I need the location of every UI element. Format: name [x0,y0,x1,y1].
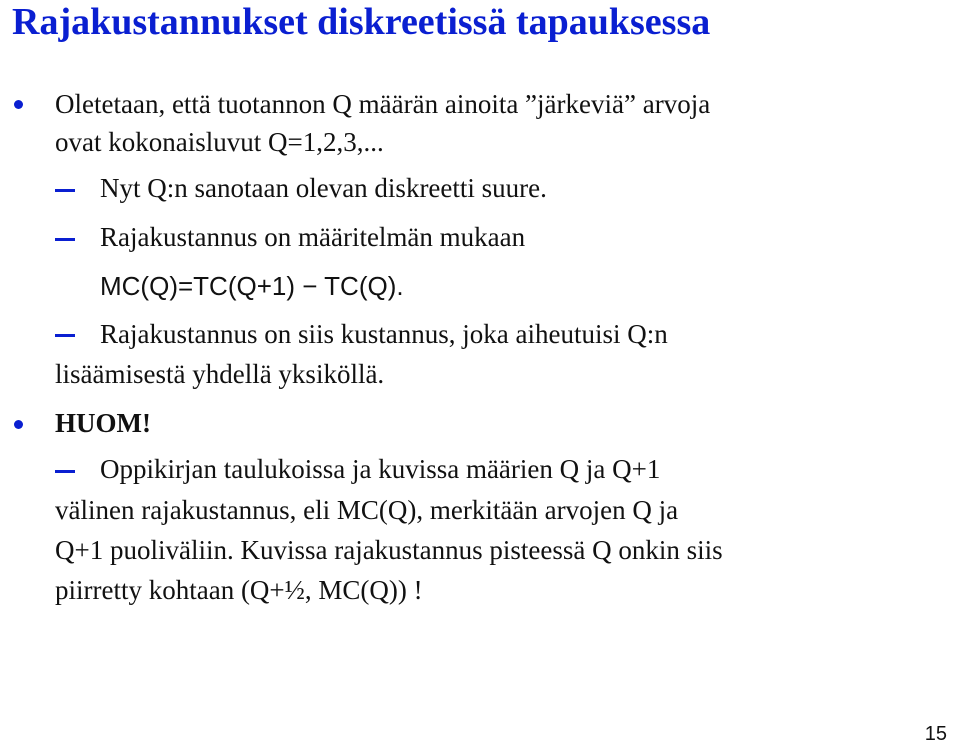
bullet1-line1: Oletetaan, että tuotannon Q määrän ainoita ”järkeviä” arvoja [55,89,711,119]
sub2-formula: MC(Q)=TC(Q+1) − TC(Q). [100,271,404,301]
sub4-line3: Q+1 puoliväliin. Kuvissa rajakustannus pisteessä Q onkin siis [55,535,723,565]
bullet-icon [14,420,23,429]
slide-number: 15 [924,723,947,745]
sub4-line4: piirretty kohtaan (Q+½, MC(Q)) ! [55,575,423,605]
dash-icon [55,189,75,192]
sub4-line1: Oppikirjan taulukoissa ja kuvissa määrien Q ja Q+1 [100,454,661,484]
dash-icon [55,334,75,337]
sub4-line2: välinen rajakustannus, eli MC(Q), merkitään arvojen Q ja [55,495,679,525]
sub1-text: Nyt Q:n sanotaan olevan diskreetti suure. [100,173,547,203]
dash-icon [55,470,75,473]
slide-title: Rajakustannukset diskreetissä tapauksessa [12,1,711,43]
bullet-icon [14,100,23,109]
sub2-line1: Rajakustannus on määritelmän mukaan [100,222,526,252]
bullet2-text: HUOM! [55,408,151,438]
sub3-line1: Rajakustannus on siis kustannus, joka aiheutuisi Q:n [100,319,668,349]
sub3-line2: lisäämisestä yhdellä yksiköllä. [55,359,385,389]
bullet1-line2: ovat kokonaisluvut Q=1,2,3,... [55,127,384,157]
dash-icon [55,238,75,241]
